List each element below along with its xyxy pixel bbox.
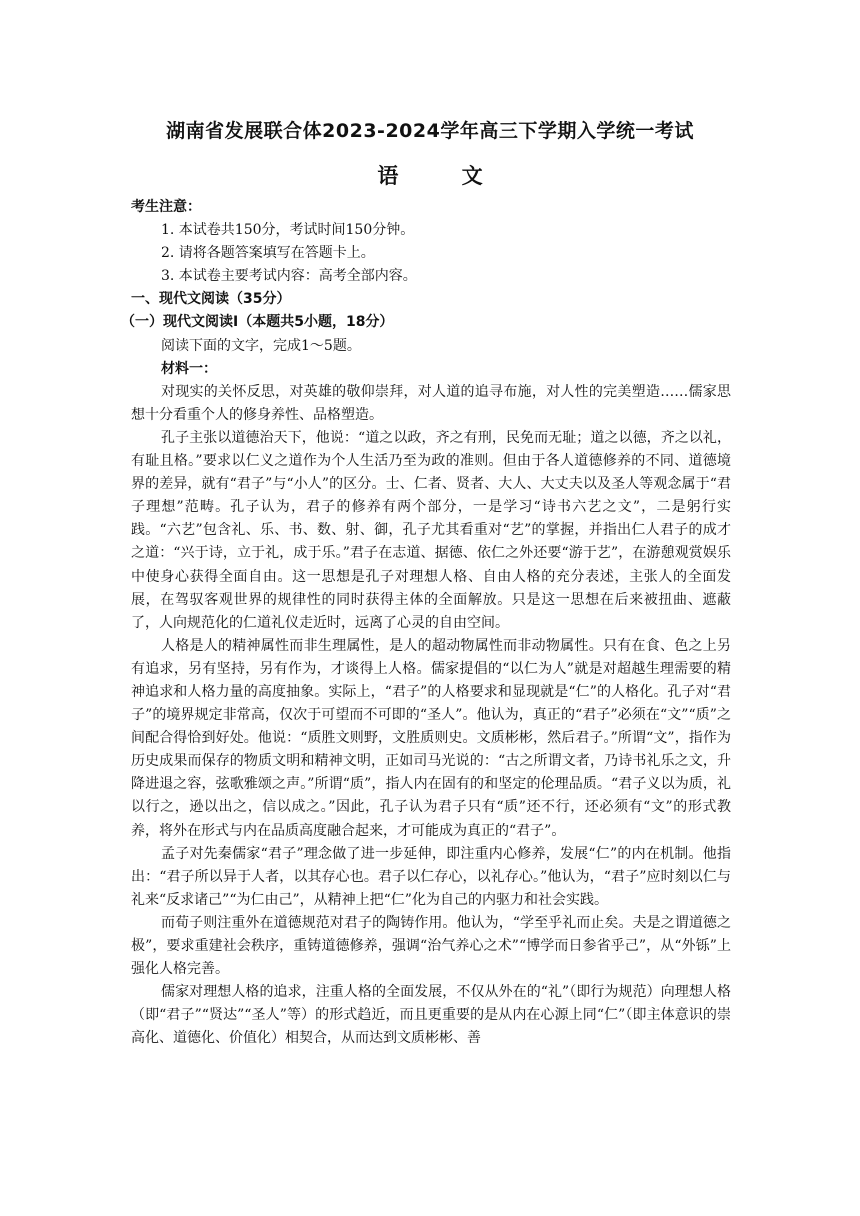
passage-paragraph: 儒家对理想人格的追求，注重人格的全面发展，不仅从外在的“礼”（即行为规范）向理想人格（即“君子”“贤达”“圣人”等）的形式趋近，而且更重要的是从内在心源上同“仁”（即主体意识的崇高化、道德化、价值化）相契合，从而达到文质彬彬、善: [131, 984, 731, 1047]
passage-paragraph: 对现实的关怀反思，对英雄的敬仰崇拜，对人道的追寻布施，对人性的完美塑造……儒家思想十分看重个人的修身养性、品格塑造。: [131, 383, 731, 423]
notice-heading: 考生注意：: [131, 199, 201, 215]
notice-item: 2. 请将各题答案填写在答题卡上。: [161, 245, 375, 262]
material-label: 材料一：: [161, 360, 217, 377]
exam-title: 湖南省发展联合体2023-2024学年高三下学期入学统一考试: [166, 120, 694, 142]
notice-item: 3. 本试卷主要考试内容：高考全部内容。: [161, 268, 417, 285]
subsection-heading: （一）现代文阅读Ⅰ（本题共5小题，18分）: [121, 314, 394, 331]
section-heading: 一、现代文阅读（35分）: [131, 291, 291, 308]
passage-paragraph: 孔子主张以道德治天下，他说：“道之以政，齐之有刑，民免而无耻；道之以德，齐之以礼，有耻且格。”要求以仁义之道作为个人生活乃至为政的准则。但由于各人道德修养的不同、道德境界的差异，就有“君子”与“小人”的区分。士、仁者、贤者、大人、大丈夫以及圣人等观念属于“君子理想”范畴。孔子认为，君子的修养有两个部分，一是学习“诗书六艺之文”，二是躬行实践。“六艺”包含礼、乐、书、数、射、御，孔子尤其看重对“艺”的掌握，并指出仁人君子的成才之道：“兴于诗，立于礼，成于乐。”君子在志道、据德、依仁之外还要“游于艺”，在游憩观赏娱乐中使身心获得全面自由。这一思想是孔子对理想人格、自由人格的充分表述，主张人的全面发展，在驾驭客观世界的规律性的同时获得主体的全面解放。只是这一思想在后来被扭曲、遮蔽了，人向规范化的仁道礼仪走近时，远离了心灵的自由空间。: [131, 429, 731, 631]
passage-paragraph: 而荀子则注重外在道德规范对君子的陶铸作用。他认为，“学至乎礼而止矣。夫是之谓道德之极”，要求重建社会秩序，重铸道德修养，强调“治气养心之术”“博学而日参省乎己”，从“外铄”上强化人格完善。: [131, 914, 731, 978]
notice-item: 1. 本试卷共150分，考试时间150分钟。: [161, 222, 415, 239]
document-body: [121, 196, 731, 1050]
passage-paragraph: 孟子对先秦儒家“君子”理念做了进一步延伸，即注重内心修养，发展“仁”的内在机制。他指出：“君子所以异于人者，以其存心也。君子以仁存心，以礼存心。”他认为，“君子”应时刻以仁与礼来“反求诸己”“为仁由己”，从精神上把“仁”化为自己的内驱力和社会实践。: [131, 845, 731, 908]
subject-title: 语 文: [377, 164, 511, 188]
reading-instruction: 阅读下面的文字，完成1～5题。: [161, 337, 361, 354]
passage-paragraph: 人格是人的精神属性而非生理属性，是人的超动物属性而非动物属性。只有在食、色之上另有追求，另有坚持，另有作为，才谈得上人格。儒家提倡的“以仁为人”就是对超越生理需要的精神追求和人格力量的高度抽象。实际上，“君子”的人格要求和显现就是“仁”的人格化。孔子对“君子”的境界规定非常高，仅次于可望而不可即的“圣人”。他认为，真正的“君子”必须在“文”“质”之间配合得恰到好处。他说：“质胜文则野，文胜质则史。文质彬彬，然后君子。”所谓“文”，指作为历史成果而保存的物质文明和精神文明，正如司马光说的：“古之所谓文者，乃诗书礼乐之文，升降进退之容，弦歌雅颂之声。”所谓“质”，指人内在固有的和坚定的伦理品质。“君子义以为质，礼以行之，逊以出之，信以成之。”因此，孔子认为君子只有“质”还不行，还必须有“文”的形式教养，将外在形式与内在品质高度融合起来，才可能成为真正的“君子”。: [131, 637, 731, 839]
